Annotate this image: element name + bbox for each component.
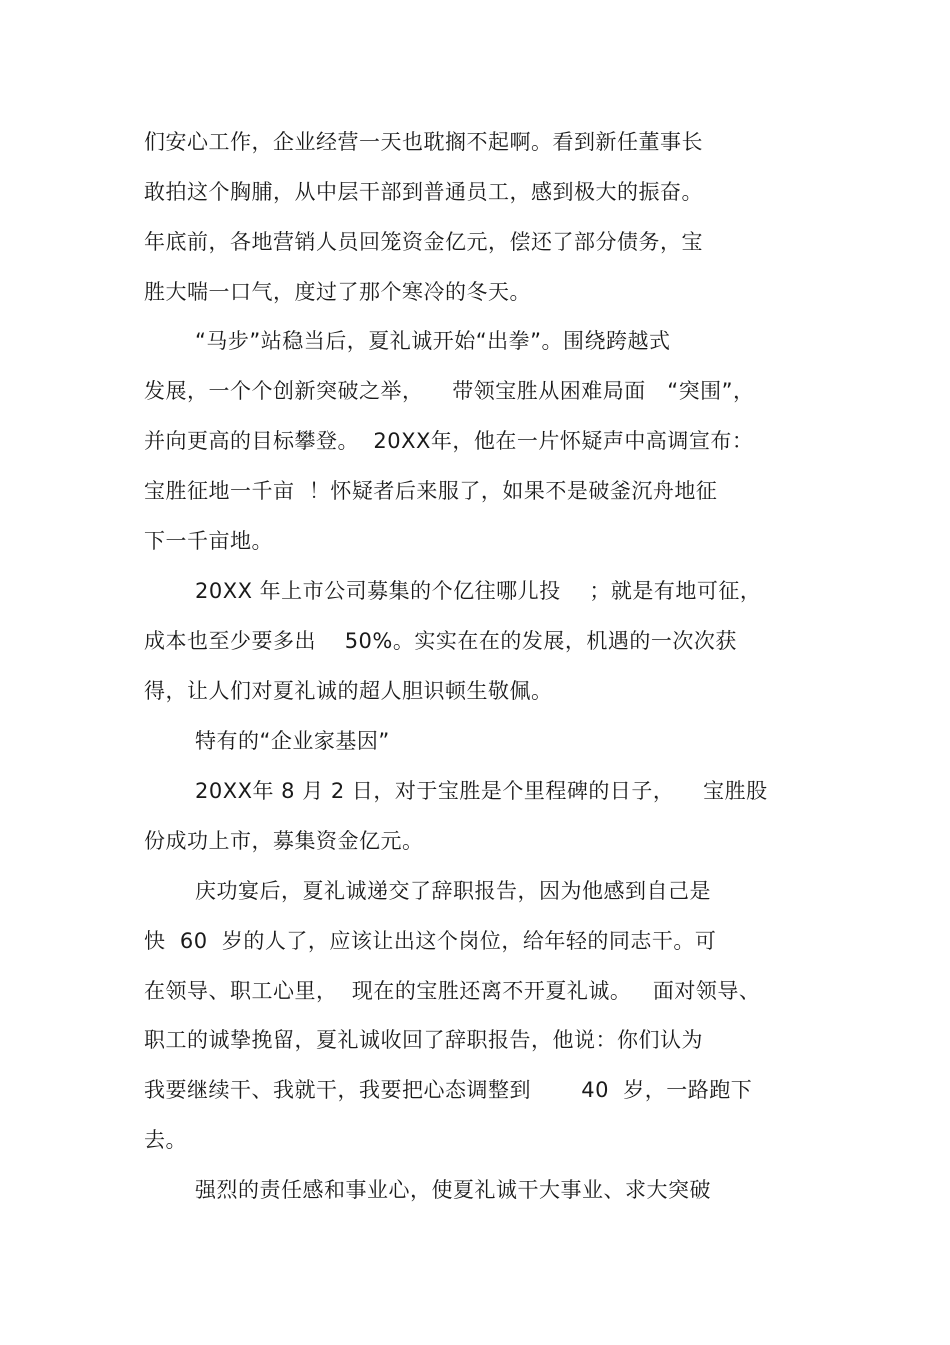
section-heading: 特有的“企业家基因” bbox=[195, 729, 390, 753]
text-line: 强烈的责任感和事业心，使夏礼诚干大事业、求大突破 bbox=[195, 1178, 711, 1202]
text-line: 们安心工作，企业经营一天也耽搁不起啊。看到新任董事长 bbox=[144, 130, 703, 154]
text-line: “马步”站稳当后，夏礼诚开始“出拳”。围绕跨越式 bbox=[195, 329, 671, 353]
text-line: 胜大喘一口气，度过了那个寒冷的冬天。 bbox=[144, 280, 531, 304]
text-line: 发展，一个个创新突破之举， 带领宝胜从困难局面 “突围”， bbox=[144, 379, 755, 403]
text-line: 20XX年 8 月 2 日，对于宝胜是个里程碑的日子， 宝胜股 bbox=[195, 779, 768, 803]
text-line: 庆功宴后，夏礼诚递交了辞职报告，因为他感到自己是 bbox=[195, 879, 711, 903]
text-line: 我要继续干、我就干，我要把心态调整到 40 岁，一路跑下 bbox=[144, 1078, 753, 1102]
text-line: 快 60 岁的人了，应该让出这个岗位，给年轻的同志干。可 bbox=[144, 929, 717, 953]
text-line: 敢拍这个胸脯，从中层干部到普通员工，感到极大的振奋。 bbox=[144, 180, 703, 204]
text-line: 在领导、职工心里， 现在的宝胜还离不开夏礼诚。 面对领导、 bbox=[144, 979, 761, 1003]
text-line: 得，让人们对夏礼诚的超人胆识顿生敬佩。 bbox=[144, 679, 553, 703]
text-line: 去。 bbox=[144, 1128, 187, 1152]
text-line: 下一千亩地。 bbox=[144, 529, 273, 553]
text-line: 职工的诚挚挽留，夏礼诚收回了辞职报告，他说：你们认为 bbox=[144, 1028, 703, 1052]
text-line: 20XX 年上市公司募集的个亿往哪儿投 ；就是有地可征， bbox=[195, 579, 762, 603]
text-line: 份成功上市，募集资金亿元。 bbox=[144, 829, 424, 853]
text-line: 年底前，各地营销人员回笼资金亿元，偿还了部分债务，宝 bbox=[144, 230, 703, 254]
text-line: 宝胜征地一千亩 ！怀疑者后来服了，如果不是破釜沉舟地征 bbox=[144, 479, 718, 503]
text-line: 成本也至少要多出 50%。实实在在的发展，机遇的一次次获 bbox=[144, 629, 737, 653]
text-line: 并向更高的目标攀登。 20XX年，他在一片怀疑声中高调宣布： bbox=[144, 429, 754, 453]
